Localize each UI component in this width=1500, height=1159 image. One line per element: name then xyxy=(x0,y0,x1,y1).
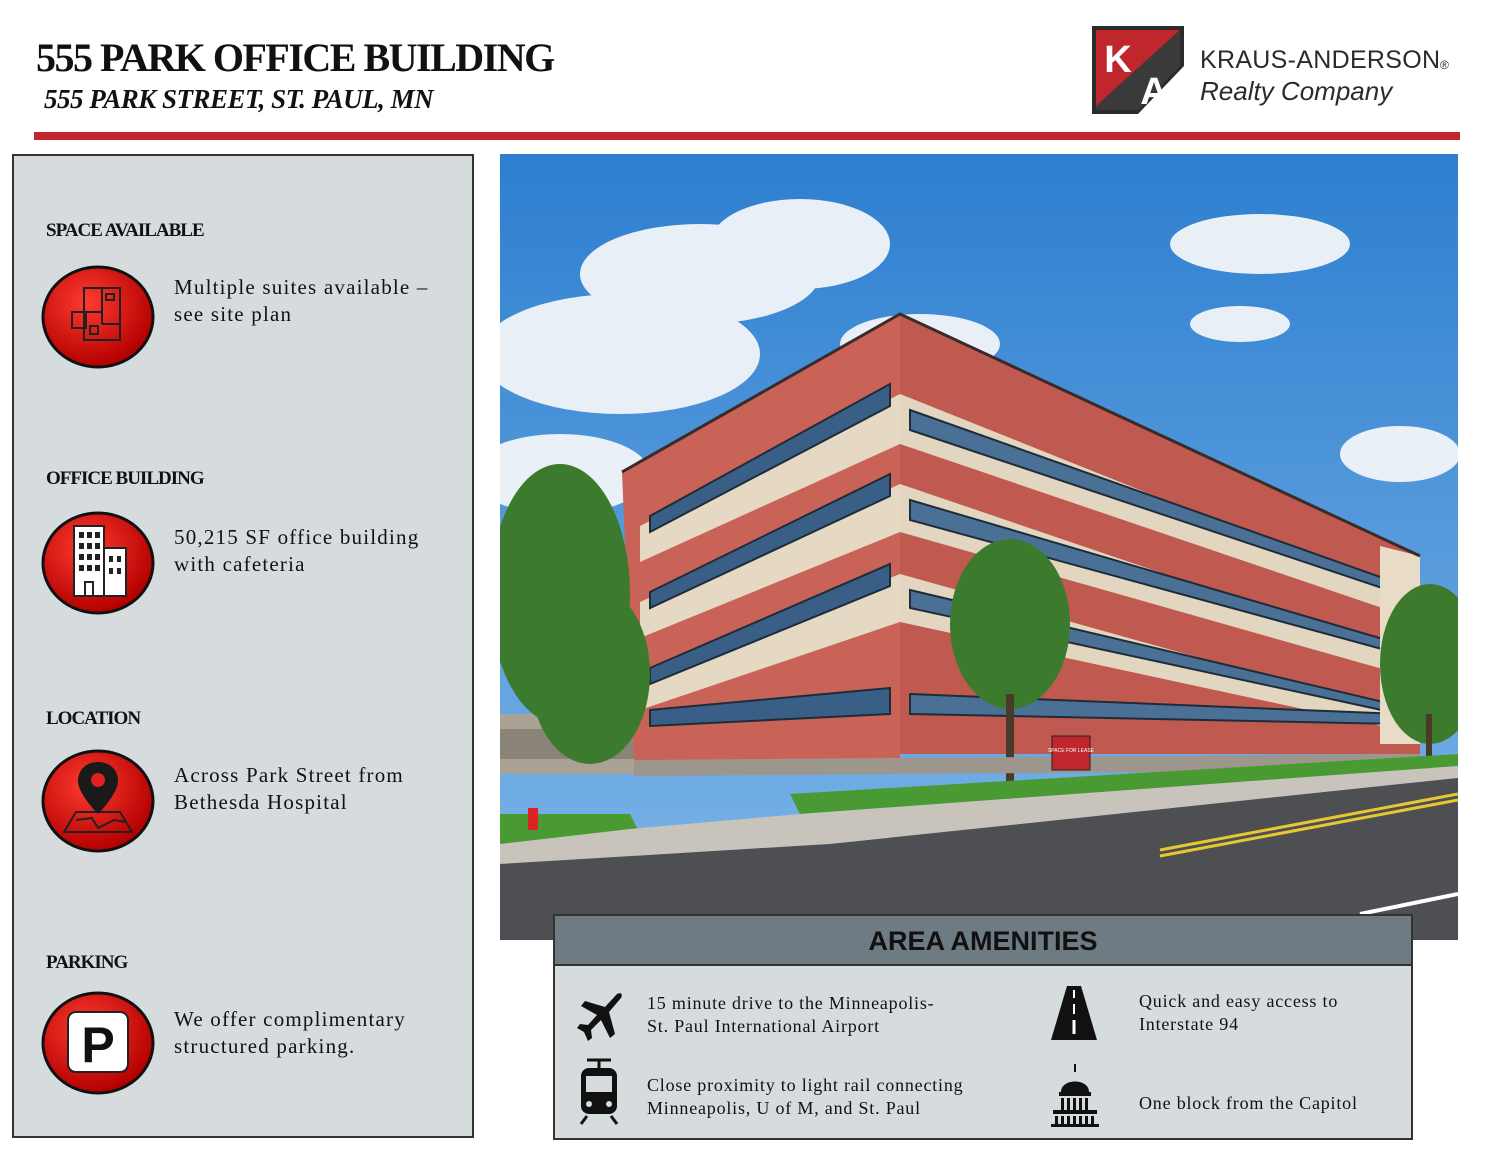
office-building-icon xyxy=(40,510,156,616)
features-panel xyxy=(12,154,474,1138)
feature-text-office xyxy=(174,524,464,578)
feature-text-location xyxy=(174,762,464,816)
feature-text-office-line1: 50,215 SF office building xyxy=(174,525,420,549)
logo-company-subtitle: Realty Company xyxy=(1200,76,1393,106)
amenity-text-light-rail-line1: Close proximity to light rail connecting xyxy=(647,1075,964,1095)
floor-plan-icon xyxy=(40,264,156,370)
highway-icon xyxy=(1049,984,1099,1042)
feature-text-office-line2: with cafeteria xyxy=(174,552,306,576)
header-divider xyxy=(34,132,1460,140)
building-photo xyxy=(500,154,1458,940)
page-subtitle: 555 PARK STREET, ST. PAUL, MN xyxy=(44,84,434,114)
page-title: 555 PARK OFFICE BUILDING xyxy=(36,35,554,80)
feature-heading-space: SPACE AVAILABLE xyxy=(46,220,204,241)
company-logo xyxy=(1088,22,1468,118)
amenity-text-interstate-line2: Interstate 94 xyxy=(1139,1014,1239,1034)
amenity-text-airport-line2: St. Paul International Airport xyxy=(647,1016,880,1036)
amenity-text-airport xyxy=(647,992,934,1038)
logo-letter-a: A xyxy=(1140,71,1168,113)
airplane-icon xyxy=(575,990,625,1046)
feature-text-parking-line2: structured parking. xyxy=(174,1034,356,1058)
feature-text-space xyxy=(174,274,464,328)
feature-text-parking xyxy=(174,1006,464,1060)
map-pin-icon xyxy=(40,748,156,854)
feature-heading-location: LOCATION xyxy=(46,708,141,729)
amenity-text-capitol-line1: One block from the Capitol xyxy=(1139,1093,1358,1113)
logo-letter-k: K xyxy=(1104,39,1132,81)
parking-icon xyxy=(40,990,156,1096)
amenity-text-capitol xyxy=(1139,1092,1358,1115)
amenity-text-interstate xyxy=(1139,990,1338,1036)
feature-text-parking-line1: We offer complimentary xyxy=(174,1007,406,1031)
amenity-text-light-rail-line2: Minneapolis, U of M, and St. Paul xyxy=(647,1098,921,1118)
fire-hydrant xyxy=(528,808,538,830)
feature-heading-parking: PARKING xyxy=(46,952,128,973)
logo-registered-mark: ® xyxy=(1440,58,1449,72)
amenities-title: AREA AMENITIES xyxy=(555,916,1411,966)
feature-text-location-line2: Bethesda Hospital xyxy=(174,790,348,814)
feature-heading-office: OFFICE BUILDING xyxy=(46,468,204,489)
feature-text-location-line1: Across Park Street from xyxy=(174,763,404,787)
parking-letter: P xyxy=(81,1017,115,1073)
ka-logo-mark-icon xyxy=(1088,22,1188,116)
amenity-text-airport-line1: 15 minute drive to the Minneapolis- xyxy=(647,993,935,1013)
feature-text-space-line1: Multiple suites available – xyxy=(174,275,429,299)
amenity-text-light-rail xyxy=(647,1074,963,1120)
light-rail-icon xyxy=(577,1058,621,1126)
area-amenities-panel xyxy=(553,914,1413,1140)
amenity-text-interstate-line1: Quick and easy access to xyxy=(1139,991,1339,1011)
feature-text-space-line2: see site plan xyxy=(174,302,293,326)
capitol-icon xyxy=(1049,1062,1101,1128)
logo-company-name: KRAUS-ANDERSON xyxy=(1200,46,1441,74)
lease-sign-text: SPACE FOR LEASE xyxy=(1047,748,1095,754)
